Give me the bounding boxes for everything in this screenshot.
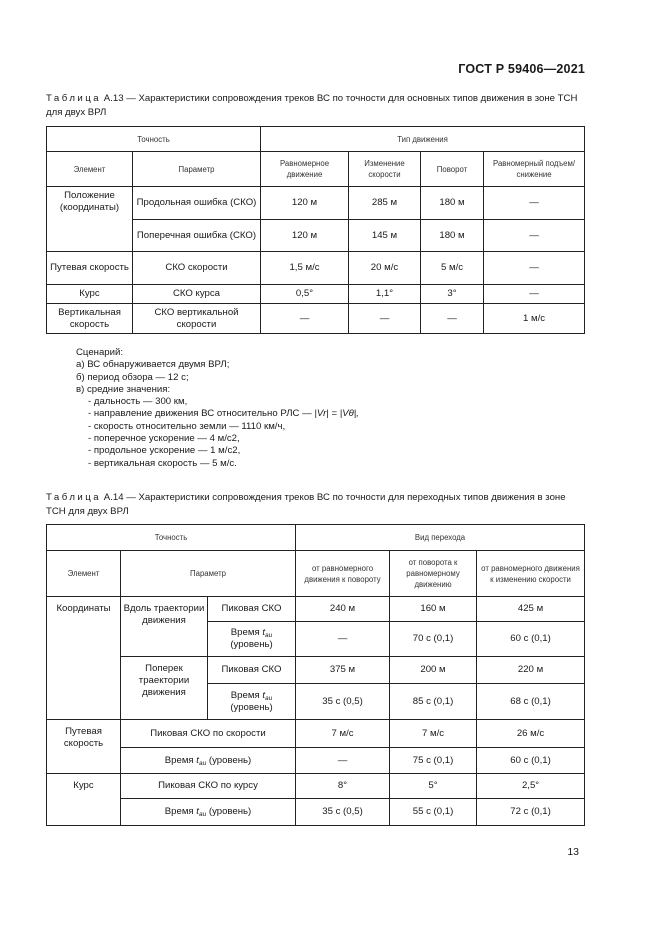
cell-value: 425 м (477, 597, 585, 622)
cell-value: — (349, 304, 421, 334)
table-row (47, 285, 585, 304)
cell-value: 200 м (390, 657, 477, 684)
cell-element: Курс (47, 774, 121, 826)
table-14 (46, 524, 585, 826)
scenario-item: а) ВС обнаруживается двумя ВРЛ; (76, 359, 230, 371)
scenario-title: Сценарий: (76, 347, 124, 358)
table-row (47, 748, 585, 774)
th-climb: Равномерный подъем/снижение (484, 152, 585, 187)
cell-parameter: Пиковая СКО по курсу (121, 774, 296, 799)
table-row (47, 720, 585, 748)
table-head-row (47, 127, 585, 152)
table-14-caption (46, 491, 586, 519)
cell-value: 35 с (0,5) (296, 684, 390, 720)
cell-value: 220 м (477, 657, 585, 684)
scenario-subitem: - скорость относительно земли — 1110 км/ч, (88, 420, 286, 432)
cell-subelement: Вдоль траектории движения (121, 597, 208, 657)
cell-value: 375 м (296, 657, 390, 684)
table-row (47, 187, 585, 220)
table-row (47, 597, 585, 622)
table-row (47, 799, 585, 826)
th-element: Элемент (47, 152, 133, 187)
cell-parameter: СКО скорости (133, 252, 261, 285)
cell-value: 120 м (261, 220, 349, 252)
cell-value: 285 м (349, 187, 421, 220)
scenario-notes (76, 347, 359, 470)
cell-value: 35 с (0,5) (296, 799, 390, 826)
cell-value: 1,5 м/с (261, 252, 349, 285)
cell-value: 180 м (421, 220, 484, 252)
th-speed-change: Изменение скорости (349, 152, 421, 187)
cell-value: 60 с (0,1) (477, 748, 585, 774)
cell-value: 120 м (261, 187, 349, 220)
cell-value: 3° (421, 285, 484, 304)
cell-element: Курс (47, 285, 133, 304)
cell-element: Координаты (47, 597, 121, 720)
caption-label: Таблица (46, 492, 102, 503)
cell-value: — (296, 748, 390, 774)
scenario-subitem: - вертикальная скорость — 5 м/с. (88, 457, 237, 469)
cell-value: 5° (390, 774, 477, 799)
cell-parameter: Поперечная ошибка (СКО) (133, 220, 261, 252)
cell-value: 180 м (421, 187, 484, 220)
scenario-subitem (76, 408, 359, 420)
table-13 (46, 126, 585, 334)
cell-value: 85 с (0,1) (390, 684, 477, 720)
th-uniform: Равномерное движение (261, 152, 349, 187)
cell-parameter: Время $t_{au}$ (уровень) (121, 799, 296, 826)
cell-parameter: Продольная ошибка (СКО) (133, 187, 261, 220)
caption-label: Таблица (46, 93, 102, 104)
scenario-subitem: - дальность — 300 км, (88, 396, 188, 408)
cell-value: 0,5° (261, 285, 349, 304)
cell-element: Положение (координаты) (47, 187, 133, 252)
cell-value: — (484, 285, 585, 304)
caption-text: А.14 — Характеристики сопровождения треков ВС по точности для переходных типов движения в зоне ТСН для двух ВРЛ (46, 492, 566, 517)
cell-value: 1,1° (349, 285, 421, 304)
document-header: ГОСТ Р 59406—2021 (458, 62, 585, 76)
th-accuracy: Точность (47, 127, 261, 152)
table-row (47, 252, 585, 285)
cell-value: 160 м (390, 597, 477, 622)
cell-value: — (484, 220, 585, 252)
direction-text: - направление движения ВС относительно РЛС — (88, 408, 312, 420)
th-transition: Вид перехода (296, 525, 585, 551)
cell-value: 7 м/с (390, 720, 477, 748)
page-number: 13 (567, 846, 579, 858)
th-uniform-to-speed-change: от равномерного движения к изменению скорости (477, 551, 585, 597)
table-row (47, 304, 585, 334)
th-element: Элемент (47, 551, 121, 597)
scenario-subitem: - продольное ускорение — 1 м/с2, (88, 445, 241, 457)
th-parameter: Параметр (133, 152, 261, 187)
table-head-row (47, 525, 585, 551)
cell-value: 2,5° (477, 774, 585, 799)
th-accuracy: Точность (47, 525, 296, 551)
cell-value: — (296, 622, 390, 657)
cell-element: Путевая скорость (47, 252, 133, 285)
cell-value: — (421, 304, 484, 334)
cell-parameter: Пиковая СКО (208, 657, 296, 684)
cell-value: 1 м/с (484, 304, 585, 334)
cell-value: 5 м/с (421, 252, 484, 285)
th-uniform-to-turn: от равномерного движения к повороту (296, 551, 390, 597)
cell-value: 75 с (0,1) (390, 748, 477, 774)
cell-value: — (484, 252, 585, 285)
th-turn: Поворот (421, 152, 484, 187)
cell-value: 72 с (0,1) (477, 799, 585, 826)
cell-value: 68 с (0,1) (477, 684, 585, 720)
direction-formula: |Vr| = |Vθ|, (314, 408, 359, 420)
table-row (47, 657, 585, 684)
cell-value: 20 м/с (349, 252, 421, 285)
scenario-item: в) средние значения: (76, 383, 171, 395)
cell-parameter: Время $t_{au}$ (уровень) (208, 622, 296, 657)
cell-value: 70 с (0,1) (390, 622, 477, 657)
cell-value: 7 м/с (296, 720, 390, 748)
cell-value: 8° (296, 774, 390, 799)
th-parameter: Параметр (121, 551, 296, 597)
th-turn-to-uniform: от поворота к равномерному движению (390, 551, 477, 597)
cell-subelement: Поперек траектории движения (121, 657, 208, 720)
cell-element: Вертикальная скорость (47, 304, 133, 334)
cell-parameter: Время $t_{au}$ (уровень) (121, 748, 296, 774)
cell-parameter: Время $t_{au}$ (уровень) (208, 684, 296, 720)
cell-value: — (484, 187, 585, 220)
cell-parameter: Пиковая СКО по скорости (121, 720, 296, 748)
cell-value: 145 м (349, 220, 421, 252)
cell-value: 240 м (296, 597, 390, 622)
cell-parameter: СКО курса (133, 285, 261, 304)
cell-value: — (261, 304, 349, 334)
cell-value: 26 м/с (477, 720, 585, 748)
scenario-subitem: - поперечное ускорение — 4 м/с2, (88, 433, 240, 445)
cell-value: 60 с (0,1) (477, 622, 585, 657)
cell-element: Путевая скорость (47, 720, 121, 774)
table-head-row (47, 152, 585, 187)
cell-parameter: СКО вертикальной скорости (133, 304, 261, 334)
th-motion-type: Тип движения (261, 127, 585, 152)
table-row (47, 774, 585, 799)
scenario-item: б) период обзора — 12 с; (76, 371, 189, 383)
cell-value: 55 с (0,1) (390, 799, 477, 826)
caption-text: А.13 — Характеристики сопровождения треков ВС по точности для основных типов движения в зоне ТСН для двух ВРЛ (46, 93, 578, 118)
table-13-caption (46, 92, 586, 120)
table-head-row (47, 551, 585, 597)
cell-parameter: Пиковая СКО (208, 597, 296, 622)
